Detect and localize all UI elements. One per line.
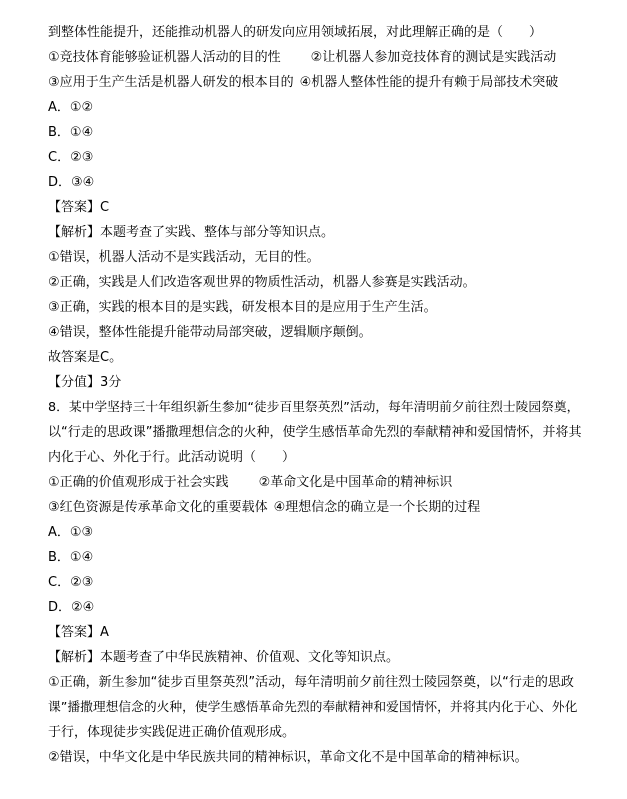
q8-choice-a: A．①③: [48, 525, 94, 540]
q7-choice-a: A．①②: [48, 100, 94, 115]
q8-stem-line-1: 8．某中学坚持三十年组织新生参加“徒步百里祭英烈”活动，每年清明前夕前往烈士陵园祭奠，: [48, 400, 580, 415]
q7-analysis: 【解析】本题考查了实践、整体与部分等知识点。: [48, 225, 335, 240]
q8-stem-line-3: 内化于心、外化于行。此活动说明（ ）: [48, 450, 296, 465]
q7-choice-c: C．②③: [48, 150, 94, 165]
q7-option-1: ①竞技体育能够验证机器人活动的目的性: [48, 50, 281, 65]
q7-explain-2: ②正确，实践是人们改造客观世界的物质性活动，机器人参赛是实践活动。: [48, 275, 476, 290]
q8-option-3: ③红色资源是传承革命文化的重要载体: [48, 500, 268, 515]
q7-options-row-2: [48, 74, 587, 92]
q7-explain-3: ③正确，实践的根本目的是实践，研发根本目的是应用于生产生活。: [48, 300, 437, 315]
q8-options-row-1: [48, 474, 587, 492]
q7-explain-4: ④错误，整体性能提升能带动局部突破，逻辑顺序颠倒。: [48, 325, 372, 340]
q7-choice-b: B．①④: [48, 125, 94, 140]
q8-option-2: ②革命文化是中国革命的精神标识: [258, 475, 453, 490]
q8-explain-1-line-3: 于行，体现徒步实践促进正确价值观形成。: [48, 725, 296, 740]
q8-explain-1-line-1: ①正确，新生参加“徒步百里祭英烈”活动，每年清明前夕前往烈士陵园祭奠，以“行走的思政: [48, 675, 574, 690]
q7-option-4: ④机器人整体性能的提升有赖于局部技术突破: [299, 75, 559, 90]
q8-explain-1-line-2: 课”播撒理想信念的火种，使学生感悟革命先烈的奉献精神和爱国情怀，并将其内化于心、外化: [48, 700, 578, 715]
q7-stem-tail: 到整体性能提升，还能推动机器人的研发向应用领域拓展，对此理解正确的是（ ）: [48, 25, 543, 40]
q7-options-row-1: [48, 49, 587, 67]
q8-explain-2: ②错误，中华文化是中华民族共同的精神标识，革命文化不是中国革命的精神标识。: [48, 750, 528, 765]
q7-option-2: ②让机器人参加竞技体育的测试是实践活动: [310, 50, 557, 65]
q7-option-3: ③应用于生产生活是机器人研发的根本目的: [48, 75, 294, 90]
q8-choice-b: B．①④: [48, 550, 94, 565]
q8-analysis: 【解析】本题考查了中华民族精神、价值观、文化等知识点。: [48, 650, 400, 665]
q7-answer: 【答案】C: [48, 200, 110, 215]
q7-score: 【分值】3分: [48, 375, 122, 390]
q8-option-1: ①正确的价值观形成于社会实践: [48, 475, 229, 490]
q8-options-row-2: [48, 499, 587, 517]
q8-choice-d: D．②④: [48, 600, 95, 615]
q7-explain-1: ①错误，机器人活动不是实践活动，无目的性。: [48, 250, 320, 265]
q7-choice-d: D．③④: [48, 175, 95, 190]
q8-answer: 【答案】A: [48, 625, 109, 640]
q8-stem-line-2: 以“行走的思政课”播撒理想信念的火种，使学生感悟革命先烈的奉献精神和爱国情怀，并将其: [48, 425, 582, 440]
q8-choice-c: C．②③: [48, 575, 94, 590]
q8-option-4: ④理想信念的确立是一个长期的过程: [273, 500, 481, 515]
q7-conclusion: 故答案是C。: [48, 350, 123, 365]
